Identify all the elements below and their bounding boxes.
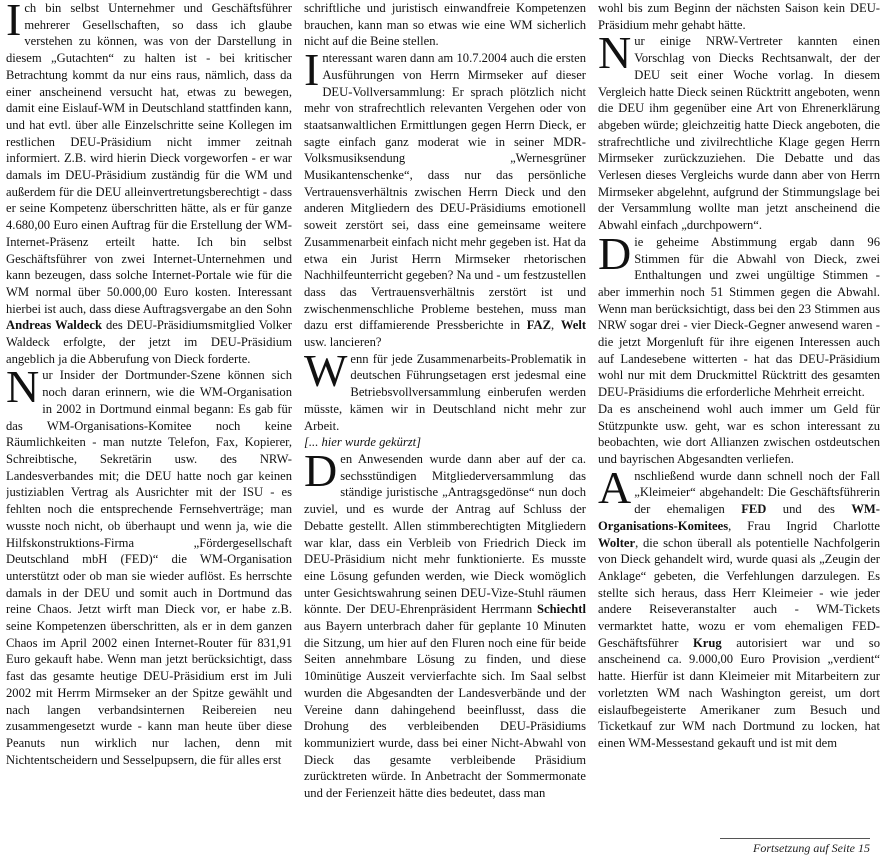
paragraph-text: aus Bayern unterbrach daher für geplante 10 Minuten die Sitzung, um hier auf den Fluren noch eine für beide Seiten annehmbare Lösung zu finden, und diese 10minütige Auszeit vervierfachte sich. Im Saal selbst wurden die Abgesandten der Landesverbände und der Vereine dann dahingehend beeinflusst, dass die Drohung des verbleibenden DEU-Präsidiums kommuniziert wurde, dass bei einer Nicht-Abwahl von Dieck das gesamte verbleibende Präsidium zurücktreten würde. In Anbetracht der Sommermonate und der Ferienzeit hätte dies bedeutet, dass man — [304, 619, 586, 801]
continuation-note: Fortsetzung auf Seite 15 — [720, 838, 870, 856]
drop-cap: N — [6, 361, 40, 413]
drop-cap: D — [598, 227, 632, 279]
paragraph-text: ie geheime Abstimmung ergab dann 96 Stimmen für die Abwahl von Dieck, zwei Enthaltungen und zwei ungültige Stimmen - aber immerhin noch 51 Stimmen gegen die Abwahl. Wenn man berücksichtigt, dass bei den 23 Stimmen aus NRW sogar drei - vier Dieck-Gegner anwesend waren - die jetzt Morgenluft für ihre eigenen Interessen auch auf Landesebene witterten - hat das DEU-Präsidium wohl nur mit dem Druckmittel Rücktritt des gesamten DEU-Präsidiums die erforderliche Mehrheit erreicht. — [598, 234, 880, 400]
drop-cap: A — [598, 461, 632, 513]
drop-cap: I — [6, 0, 22, 45]
paragraph: wohl bis zum Beginn der nächsten Saison kein DEU-Präsidium mehr gehabt hätte. — [598, 1, 880, 32]
paragraph-text: , die schon überall als potentielle Nachfolgerin von Dieck gehandelt wird, wurde quasi als „Zeugin der Anklage“ gebeten, die Verfehlungen darzulegen. Es stellte sich heraus, dass Herr Kleimeier - wie jeder andere Reiseveranstalter auch - WM-Tickets vermarktet hatte, wozu er vom ehemaligen FED-Geschäftsführer — [598, 535, 880, 650]
bold-name: Andreas Waldeck — [6, 318, 102, 333]
drop-cap: D — [304, 444, 338, 496]
paragraph-text: ur einige NRW-Vertreter kannten einen Vorschlag von Diecks Rechtsanwalt, der der DEU seit einer Woche vorlag. In diesem Vergleich hatte Dieck seinen Rücktritt angeboten, wenn die DEU ihm gegenüber eine Art von Ehrenerklärung abgeben würde; gleichzeitig hatte Dieck angeboten, die strafrechtliche und zivilrechtliche Klage gegen Herrn Mirmseker zurückzuziehen. Die Debatte und das Verlesen dieses Vergleichs wurde dann aber von Herrn Mirmseker abgelehnt, aufgrund der Stimmungslage bei der Versammlung wollte man jetzt anscheinend die Abwahl einfach „durchpowern“. — [598, 34, 880, 233]
bold-name: WM-Organisations-Komitees — [598, 502, 880, 533]
paragraph — [598, 461, 880, 752]
paragraph-text: des DEU-Präsidiumsmitglied Volker Waldeck erfolgte, der jetzt im DEU-Präsidium angeblich ja die Abberufung von Dieck forderte. — [6, 318, 292, 366]
paragraph — [6, 0, 292, 367]
paragraph-text: autorisiert war und so anscheinend ca. 9.000,00 Euro Provision „verdient“ hatte. Hierfür ist dann Kleimeier mit Mitarbeitern zur vorletzten WM nach Washington gereist, um dort eislaufbegeisterte Amerikaner zum Besuch und Ticketkauf zur WM nach Dortmund zu locken, hat einen WM-Messestand gekauft und ist mit dem — [598, 635, 880, 750]
bold-name: Schiechtl — [537, 602, 586, 617]
paragraph — [304, 344, 586, 435]
paragraph — [304, 44, 586, 351]
paragraph — [6, 361, 292, 768]
paragraph — [598, 227, 880, 401]
drop-cap: W — [304, 344, 348, 396]
paragraph-text: nteressant waren dann am 10.7.2004 auch die ersten Ausführungen von Herrn Mirmseker auf dieser DEU-Vollversammlung: Er sprach plötzlich nicht mehr von strafrechtlich relevanten Vergehen oder von staatsanwaltlichen Ermittlungen gegen Herrn Dieck, er sagte einfach ganz moderat wie in seiner MDR-Volksmusiksendung „Wernesgrüner Musikantenschenke“, dass nur das persönliche Vertrauensverhältnis zwischen Herrn Dieck und den anderen Mitgliedern des DEU-Präsidiums emotionell soweit zerstört sei, dass eine gemeinsame weitere Zusammenarbeit einfach nicht mehr gegeben ist. Hat da etwa ein Jurist Herrn Mirmseker rhetorischen Nachhilfeunterricht gegeben? Na und - um festzustellen dass das Vertrauensverhältnis zerstört ist und zwischenmenschliche Probleme bestehen, muss man dazu erst diffamierende Pressberichte in — [304, 51, 586, 333]
editor-note: [... hier wurde gekürzt] — [304, 435, 422, 450]
paragraph-text: usw. lancieren? — [304, 335, 382, 350]
paragraph: schriftliche und juristisch einwandfreie Kompetenzen brauchen, kann man so etwas wie eine WM sicherlich nicht auf die Beine stellen. — [304, 1, 586, 49]
paragraph-text: , — [550, 318, 561, 333]
drop-cap: I — [304, 44, 320, 96]
bold-name: FAZ — [526, 318, 551, 333]
bold-name: FED — [741, 502, 767, 517]
paragraph: Da es anscheinend wohl auch immer um Geld für Stützpunkte usw. geht, war es schon interessant zu beobachten, wie dort Allianzen zwischen ostdeutschen und bayrischen Abgesandten verliefen. — [598, 401, 880, 466]
paragraph-text: en Anwesenden wurde dann aber auf der ca. sechsstündigen Mitgliederversammlung das ständige juristische „Antragsgedönse“ nun doch zuviel, und es wurde der Antrag auf Schluss der Debatte gestellt. Allen stimmberechtigten Mitgliedern war klar, dass ein Verbleib von Friedrich Dieck im DEU-Präsidium nicht mehr funktionierte. Es musste eine Lösung gefunden werden, wie Dieck womöglich unter Gesichtswahrung seinen DEU-Vize-Stuhl räumen könnte. Der DEU-Ehrenpräsident Herrmann — [304, 451, 586, 617]
paragraph-text: enn für jede Zusammenarbeits-Problematik in deutschen Führungsetagen erst jedesmal eine Betriebsvollversammlung einberufen werden müsste, kämen wir in Deutschland nicht mehr zur Arbeit. — [304, 351, 586, 433]
column-3 — [598, 0, 880, 830]
paragraph-text: ur Insider der Dortmunder-Szene können sich noch daran erinnern, wie die WM-Organisation in 2002 in Dortmund einmal begann: Es gab für das WM-Organisations-Komitee noch keine Räumlichkeiten - man nutzte Telefon, Fax, Kopierer, Schreibtische, Sekretärin usw. des NRW-Landesverbandes mit; die DEU hatte noch gar keinen justiziablen Vertrag als Ausrichter mit der ISU - es fehlten noch die entsprechende Fernsehverträge; man wusste noch nicht, ob überhaupt und wenn ja, wie die Hilfskonstruktions-Firma „Fördergesellschaft Deutschland mbH (FED)“ die WM-Organisation unterstützt oder ob man sie wieder auflöst. Es herrschte damals in der DEU und somit auch in Dortmund das reine Chaos. Jetzt wirft man Dieck vor, er habe z.B. seine Kompetenzen überschritten, als er in dem ganzen Chaos im April 2002 einen Internet-Router für 831,91 Euro gekauft habe. Wenn man jetzt berücksichtigt, dass fast das gesamte heutige DEU-Präsidium erst im Juli 2002 mit Herrm Mirmseker an der Spitze gewählt und nach langen verbandsinternen Reibereien neu zusammengesetzt wurde - kann man heute über diese Peanuts nun wirklich nur lachen, denn mit Nichtentscheidern und Sesselpupsern, die für alles erst — [6, 368, 292, 767]
paragraph-text: nschließend wurde dann schnell noch der Fall „Kleimeier“ abgehandelt: Die Geschäftsführerin der ehemaligen — [634, 468, 880, 517]
paragraph — [598, 27, 880, 233]
bold-name: Wolter — [598, 535, 636, 550]
bold-name: Krug — [693, 635, 722, 650]
paragraph-text: , Frau Ingrid Charlotte — [728, 518, 880, 533]
column-1 — [6, 0, 292, 860]
drop-cap: N — [598, 27, 632, 79]
paragraph-text: ch bin selbst Unternehmer und Geschäftsführer mehrerer Gesellschaften, so dass ich glaube verstehen zu können, was von der Darstellung in diesem „Gutachten“ zu halten ist - bei kritischer Betrachtung kommt da nur eins raus, nämlich, dass da einer anscheinend versucht hat, etwas zu bewegen, damit eine Eislauf-WM in Deutschland stattfinden kann, und hat evtl. über alle Einzelschritte seine Kollegen im restlichen DEU-Präsidium nicht immer zeitnah informiert. Z.B. wird hierin Dieck vorgeworfen - er war damals im DEU-Präsidium zuständig für die WM und außerdem für die DEU alleinvertretungsberechtigt - dass er seine Kompetenz überschritten hätte, als er für ganze 4.680,00 Euro einen Auftrag für die Erstellung der WM-Internet-Präsenz erteilt hatte. Ich bin selbst Geschäftsführer von zwei Internet-Unternehmen und kann bezeugen, dass solche Internet-Portale wie für die WM normal über 50.000,00 Euro kosten. Interessant hierbei ist auch, dass diese Auftragsvergabe an den Sohn — [6, 1, 292, 316]
column-2 — [304, 0, 586, 860]
paragraph — [304, 444, 586, 802]
paragraph-text: und des — [766, 502, 852, 517]
bold-name: Welt — [560, 318, 586, 333]
